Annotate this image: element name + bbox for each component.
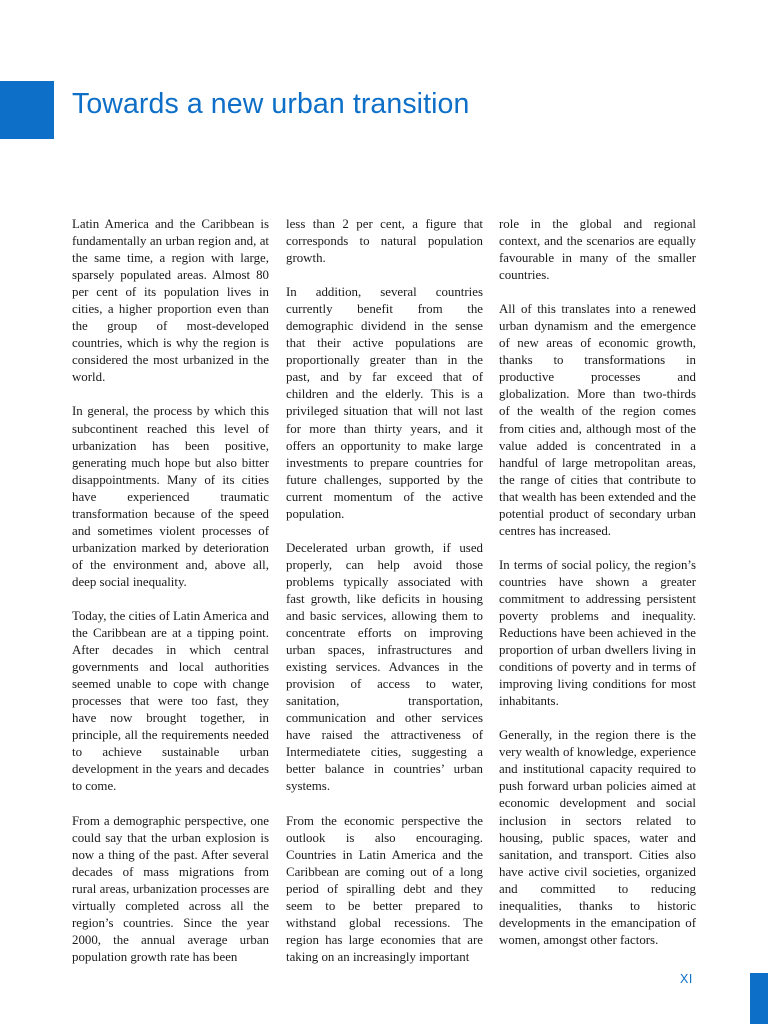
- paragraph: From the economic perspective the outlook is also encouraging. Countries in Latin America and the Caribbean are coming out of a long period of spiralling debt and they seem to be better prepared to withstand global recessions. The region has large economies that are taking on an increasingly important: [286, 813, 483, 964]
- title-accent-block: [0, 81, 54, 139]
- paragraph: less than 2 per cent, a figure that corresponds to natural population growth.: [286, 217, 483, 266]
- paragraph: From a demographic perspective, one could say that the urban explosion is now a thing of the past. After several decades of mass migrations from rural areas, urbanization processes are virtually completed across all the region’s countries. Since the year 2000, the annual average urban population growth rate has been: [72, 813, 269, 964]
- page-number: XI: [680, 972, 693, 986]
- paragraph: Latin America and the Caribbean is fundamentally an urban region and, at the same time, a region with large, sparsely populated areas. Almost 80 per cent of its population lives in cities, a higher proportion even than the group of most-developed countries, which is why the region is considered the most urbanized in the world.: [72, 217, 269, 385]
- text-column-2: [286, 216, 483, 983]
- paragraph: In general, the process by which this subcontinent reached this level of urbanization has been positive, generating much hope but also bitter disappointments. Many of its cities have experienced traumatic transformation because of the speed and sometimes violent processes of urbanization marked by deterioration of the environment and, above all, deep social inequality.: [72, 404, 269, 589]
- text-column-3: [499, 216, 696, 966]
- paragraph: In terms of social policy, the region’s countries have shown a greater commitment to addressing persistent poverty problems and inequality. Reductions have been achieved in the proportion of urban dwellers living in conditions of poverty and in terms of improving living conditions for most inhabitants.: [499, 557, 696, 709]
- paragraph: In addition, several countries currently benefit from the demographic dividend in the sense that their active populations are proportionally greater than in the past, and by far exceed that of children and the elderly. This is a privileged situation that will not last for more than thirty years, and it offers an opportunity to make large investments to prepare countries for future challenges, supported by the current momentum of the active population.: [286, 285, 483, 521]
- page-title: Towards a new urban transition: [72, 88, 470, 120]
- paragraph: All of this translates into a renewed urban dynamism and the emergence of new areas of economic growth, thanks to transformations in productive processes and globalization. More than two-thirds of the wealth of the region comes from cities and, although most of the value added is concentrated in a handful of large metropolitan areas, the range of cities that contribute to that wealth has been extended and the potential product of secondary urban centres has increased.: [499, 302, 696, 538]
- paragraph: Today, the cities of Latin America and the Caribbean are at a tipping point. After decades in which central governments and local authorities seemed unable to cope with change processes that were too fast, they have now brought together, in principle, all the requirements needed to achieve sustainable urban development in the years and decades to come.: [72, 608, 269, 794]
- paragraph: role in the global and regional context, and the scenarios are equally favourable in many of the smaller countries.: [499, 217, 696, 283]
- paragraph: Generally, in the region there is the very wealth of knowledge, experience and institutional capacity required to push forward urban policies aimed at economic development and social inclusion in sectors related to housing, public spaces, water and sanitation, and transport. Cities also have active civil societies, organized and committed to reducing inequalities, thanks to historic developments in the emancipation of women, amongst other factors.: [499, 728, 696, 947]
- page-edge-bar: [750, 973, 768, 1024]
- paragraph: Decelerated urban growth, if used properly, can help avoid those problems typically associated with fast growth, like deficits in housing and basic services, allowing them to concentrate efforts on improving urban spaces, infrastructures and existing services. Advances in the provision of access to water, sanitation, transportation, communication and other services have raised the attractiveness of Intermediatete cities, suggesting a better balance in countries’ urban systems.: [286, 540, 483, 794]
- text-column-1: [72, 216, 269, 983]
